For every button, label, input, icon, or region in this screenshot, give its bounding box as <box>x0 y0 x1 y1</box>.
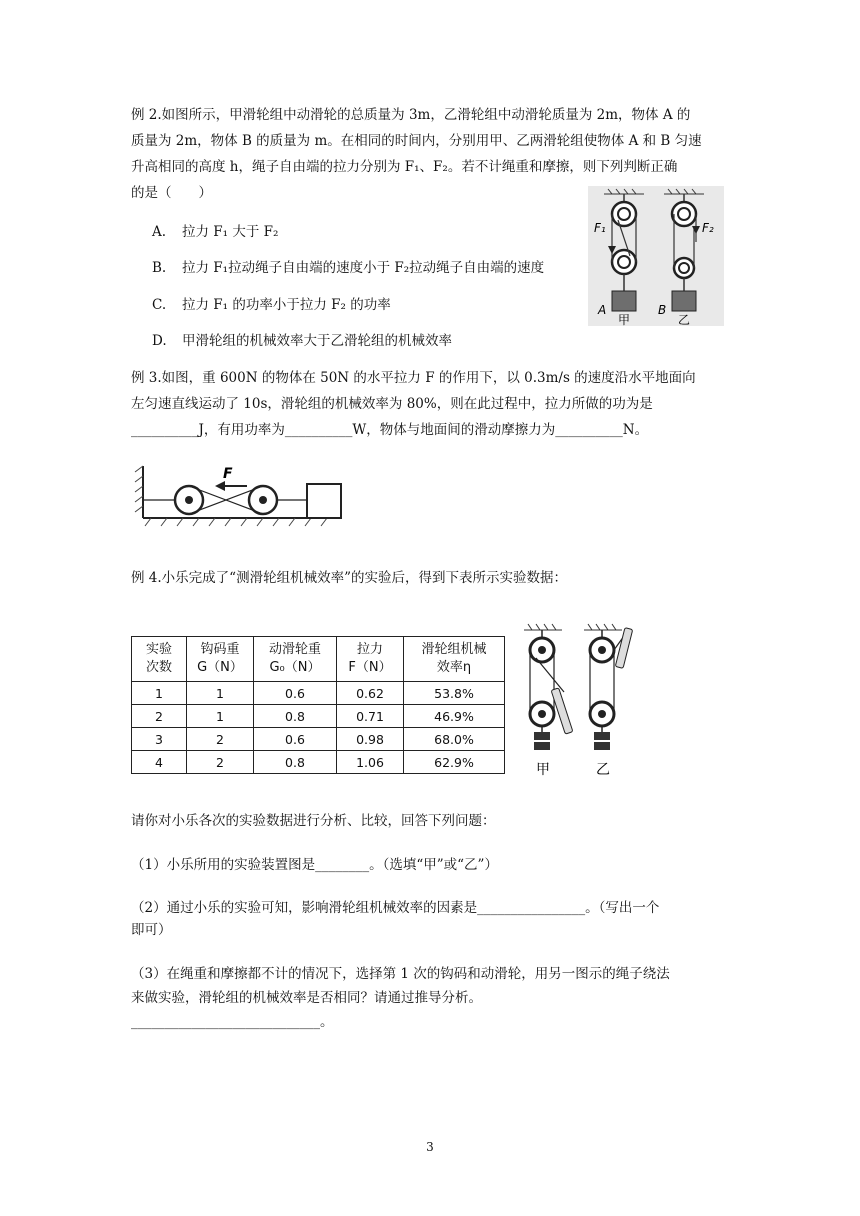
label-jia: 甲 <box>618 313 631 326</box>
ex3-line-3: __________J，有用功率为__________W，物体与地面间的滑动摩擦力为__________N。 <box>131 422 649 438</box>
label-yi: 乙 <box>596 762 610 778</box>
ex4-question-2-line-1: （2）通过小乐的实验可知，影响滑轮组机械效率的因素是________________。（写出一个 <box>131 900 660 916</box>
label-f: F <box>223 466 233 482</box>
ex2-line-2: 质量为 2m，物体 B 的质量为 m。在相同的时间内，分别用甲、乙两滑轮组使物体 A 和 B 匀速 <box>131 133 702 149</box>
ex3-pulley-figure <box>131 460 347 536</box>
ex4-question-3-line-1: （3）在绳重和摩擦都不计的情况下，选择第 1 次的钩码和动滑轮，用另一图示的绳子绕法 <box>131 966 670 982</box>
ex3-line-2: 左匀速直线运动了 10s，滑轮组的机械效率为 80%，则在此过程中，拉力所做的功为是 <box>131 396 653 412</box>
label-b: B <box>658 303 667 317</box>
ex4-question-3-line-2: 来做实验，滑轮组的机械效率是否相同？请通过推导分析。 <box>131 990 482 1006</box>
ex2-pulley-figure <box>588 186 724 326</box>
table-row: 4 2 0.8 1.06 62.9% <box>132 751 505 774</box>
ex2-option-d: D. 甲滑轮组的机械效率大于乙滑轮组的机械效率 <box>152 333 452 349</box>
ex4-intro: 例 4.小乐完成了“测滑轮组机械效率”的实验后，得到下表所示实验数据： <box>131 570 567 586</box>
table-row: 2 1 0.8 0.71 46.9% <box>132 705 505 728</box>
th-trial: 实验 次数 <box>132 637 187 682</box>
table-row: 1 1 0.6 0.62 53.8% <box>132 682 505 705</box>
ex2-option-c: C. 拉力 F₁ 的功率小于拉力 F₂ 的功率 <box>152 297 391 313</box>
th-pull-force: 拉力 F（N） <box>337 637 404 682</box>
weight-a <box>612 291 636 311</box>
ex2-line-3: 升高相同的高度 h，绳子自由端的拉力分别为 F₁、F₂。若不计绳重和摩擦，则下列判断正确 <box>131 159 678 175</box>
table-header-row <box>132 637 505 682</box>
ex4-pulley-figure <box>520 622 638 782</box>
efficiency-table <box>131 636 505 774</box>
th-hook-weight: 钩码重 G（N） <box>187 637 254 682</box>
label-f2: F₂ <box>702 221 714 235</box>
ex4-question-2-line-2: 即可） <box>131 922 172 938</box>
ex3-line-1: 例 3.如图，重 600N 的物体在 50N 的水平拉力 F 的作用下，以 0.3m/s 的速度沿水平地面向 <box>131 370 696 386</box>
table-row: 3 2 0.6 0.98 68.0% <box>132 728 505 751</box>
block <box>307 484 341 518</box>
label-f1: F₁ <box>594 221 606 235</box>
label-jia: 甲 <box>536 762 550 778</box>
ex2-option-b: B. 拉力 F₁拉动绳子自由端的速度小于 F₂拉动绳子自由端的速度 <box>152 260 545 276</box>
th-efficiency: 滑轮组机械 效率η <box>404 637 505 682</box>
th-pulley-weight: 动滑轮重 G₀（N） <box>254 637 337 682</box>
page-number: 3 <box>426 1140 434 1154</box>
ex4-question-1: （1）小乐所用的实验装置图是________。（选填“甲”或“乙”） <box>131 857 498 873</box>
ex2-option-a: A. 拉力 F₁ 大于 F₂ <box>152 224 279 240</box>
label-a: A <box>598 303 607 317</box>
ex2-line-1: 例 2.如图所示，甲滑轮组中动滑轮的总质量为 3m，乙滑轮组中动滑轮质量为 2m，物体 A 的 <box>131 107 691 123</box>
ex4-question-3-line-3: ____________________________。 <box>131 1014 334 1030</box>
ex4-prompt: 请你对小乐各次的实验数据进行分析、比较，回答下列问题： <box>131 813 496 829</box>
ex2-line-4: 的是（ ） <box>131 185 212 201</box>
label-yi: 乙 <box>678 313 691 326</box>
weight-b <box>672 291 696 311</box>
